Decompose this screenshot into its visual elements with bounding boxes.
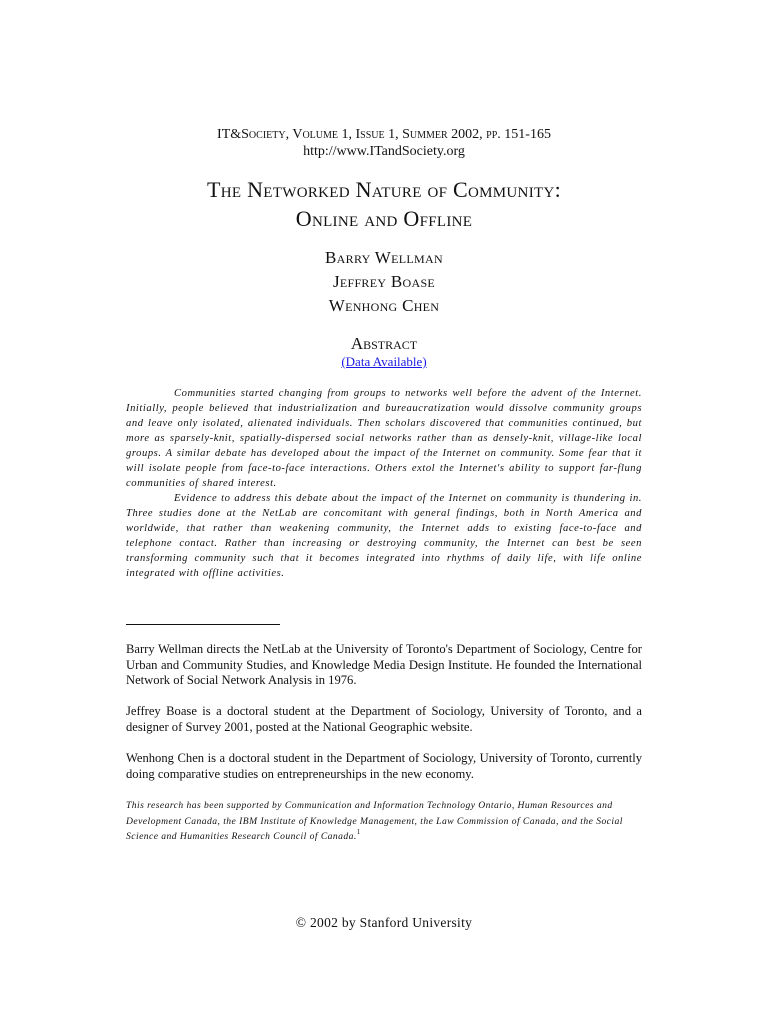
paper-title-line-2: Online and Offline xyxy=(295,206,473,231)
author-bio-chen: Wenhong Chen is a doctoral student in the Department of Sociology, University of Toronto, currently doing comparative studies on entrepreneurships in the new economy. xyxy=(126,751,642,781)
paper-title-line-1: The Networked Nature of Community: xyxy=(206,177,561,202)
abstract-paragraph: Evidence to address this debate about the impact of the Internet on community is thundering in. Three studies done at the NetLab are concomitant with general findings, both in North America and worldwide, that rather than weakening community, the Internet adds to existing face-to-face and telephone contact. Rather than increasing or destroying community, the Internet can best be seen transforming community such that it becomes integrated into rhythms of daily life, with life online integrated with offline activities. xyxy=(126,493,642,579)
author-list xyxy=(0,246,768,318)
author-name: Barry Wellman xyxy=(325,248,443,267)
author-name: Jeffrey Boase xyxy=(332,272,436,291)
footnote-divider xyxy=(126,624,280,625)
author-bio-wellman: Barry Wellman directs the NetLab at the University of Toronto's Department of Sociology, Centre for Urban and Community Studies, and Knowledge Media Design Institute. He founded the International Network of Social Network Analysis in 1976. xyxy=(126,642,642,688)
journal-url: http://www.ITandSociety.org xyxy=(303,144,465,159)
journal-header xyxy=(0,126,768,160)
funding-acknowledgement xyxy=(126,798,642,845)
data-available-link[interactable]: (Data Available) xyxy=(341,354,427,369)
data-available xyxy=(0,354,768,370)
paper-title xyxy=(0,175,768,233)
footnote-marker: 1 xyxy=(356,828,361,837)
abstract-heading: Abstract xyxy=(350,334,418,353)
author-name: Wenhong Chen xyxy=(328,296,440,315)
abstract-paragraph: Communities started changing from groups to networks well before the advent of the Internet. Initially, people believed that industrialization and bureaucratization would dissolve community groups and leave only isolated, alienated individuals. Then scholars discovered that communities continued, but more as sparsely-knit, spatially-dispersed social networks rather than as densely-knit, village-like local groups. A similar debate has developed about the impact of the Internet on community. Some fear that it will isolate people from face-to-face interactions. Others extol the Internet's ability to support far-flung communities of shared interest. xyxy=(126,388,642,489)
funding-text: This research has been supported by Communication and Information Technology Ontario, Human Resources and Development Canada, the IBM Institute of Knowledge Management, the Law Commission of Canada, and the Social Science and Humanities Research Council of Canada. xyxy=(126,800,623,843)
copyright-notice: © 2002 by Stanford University xyxy=(295,915,473,930)
abstract-body xyxy=(126,386,642,581)
journal-citation: IT&Society, Volume 1, Issue 1, Summer 2002, pp. 151-165 xyxy=(217,127,551,142)
author-bio-boase: Jeffrey Boase is a doctoral student at the Department of Sociology, University of Toronto, and a designer of Survey 2001, posted at the National Geographic website. xyxy=(126,704,642,734)
